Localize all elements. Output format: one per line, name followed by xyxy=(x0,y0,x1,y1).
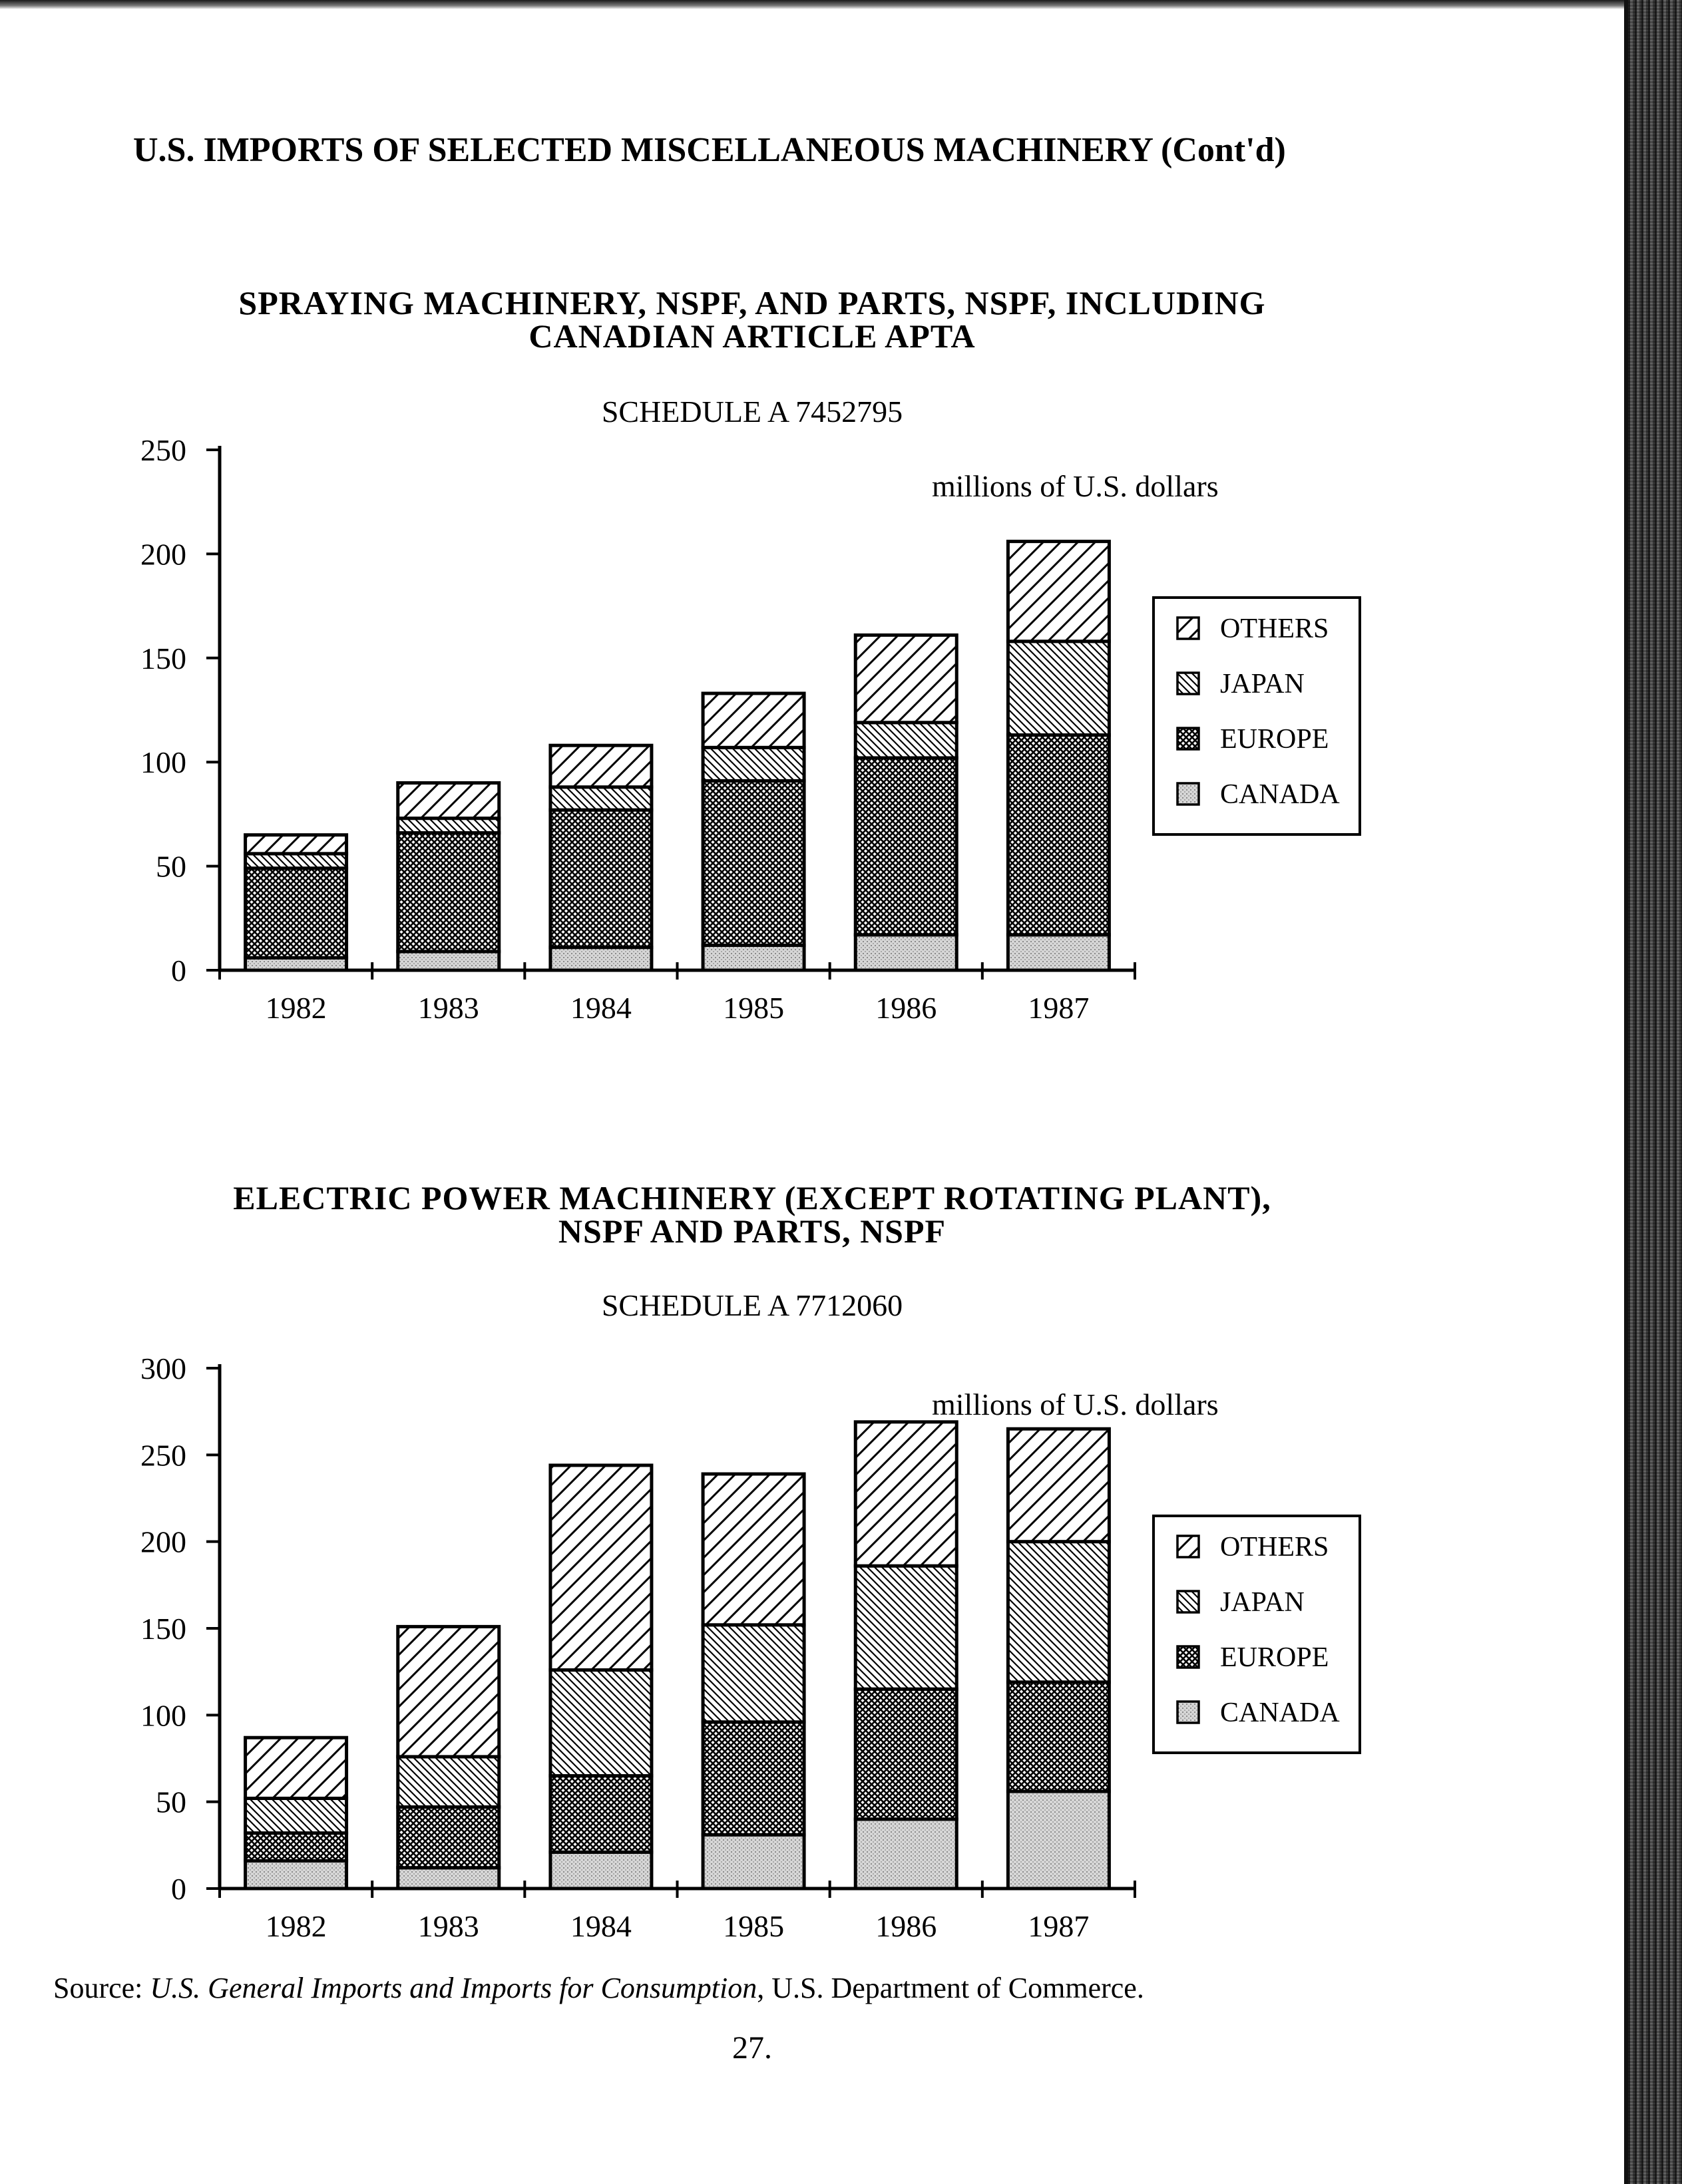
chart-1-title-line-2: CANADIAN ARTICLE APTA xyxy=(528,317,976,355)
x-tick-label-1983: 1983 xyxy=(417,1909,479,1943)
y-tick-label-100: 100 xyxy=(140,745,186,780)
legend-swatch-europe xyxy=(1177,728,1199,749)
legend-swatch-canada xyxy=(1177,1702,1199,1723)
y-tick-label-150: 150 xyxy=(140,641,186,675)
legend-swatch-japan xyxy=(1177,673,1199,694)
y-tick-label-50: 50 xyxy=(156,849,186,884)
bar-1984-japan xyxy=(550,787,652,810)
bar-group-1983 xyxy=(398,1626,499,1889)
bar-group-1982 xyxy=(246,835,347,970)
x-tick-label-1987: 1987 xyxy=(1028,991,1090,1025)
scan-edge-right xyxy=(1624,0,1682,2184)
bar-1986-europe xyxy=(855,1689,956,1819)
legend-swatch-canada xyxy=(1177,783,1199,805)
bar-1983-europe xyxy=(398,1807,499,1867)
bar-group-1984 xyxy=(550,745,652,970)
bar-1985-canada xyxy=(703,945,804,970)
bar-1987-japan xyxy=(1008,641,1109,735)
bar-1986-canada xyxy=(855,1819,956,1889)
x-tick-label-1985: 1985 xyxy=(723,991,785,1025)
page-number: 27. xyxy=(732,2030,772,2066)
x-tick-label-1982: 1982 xyxy=(265,1909,327,1943)
legend-swatch-others xyxy=(1177,618,1199,639)
bar-1984-japan xyxy=(550,1670,652,1776)
bar-1982-others xyxy=(246,835,347,854)
bar-1984-canada xyxy=(550,1852,652,1889)
bar-group-1985 xyxy=(703,693,804,970)
x-tick-label-1986: 1986 xyxy=(875,1909,937,1943)
bar-1986-others xyxy=(855,1422,956,1566)
chart-2-subtitle: SCHEDULE A 7712060 xyxy=(601,1288,903,1322)
legend-label-others: OTHERS xyxy=(1220,614,1329,644)
x-tick-label-1984: 1984 xyxy=(570,991,632,1025)
x-tick-label-1985: 1985 xyxy=(723,1909,785,1943)
bar-1986-canada xyxy=(855,935,956,970)
bar-1985-japan xyxy=(703,747,804,781)
y-tick-label-300: 300 xyxy=(140,1352,186,1385)
bar-1986-japan xyxy=(855,1566,956,1689)
bar-1987-others xyxy=(1008,542,1109,641)
bar-1984-others xyxy=(550,745,652,787)
page-heading: U.S. IMPORTS OF SELECTED MISCELLANEOUS MACHINERY (Cont'd) xyxy=(133,131,1286,169)
y-tick-label-0: 0 xyxy=(171,1872,186,1906)
chart-2-title-line-1: ELECTRIC POWER MACHINERY (EXCEPT ROTATING PLANT), xyxy=(233,1179,1271,1216)
bar-1982-canada xyxy=(246,958,347,970)
bar-group-1987 xyxy=(1008,1429,1109,1889)
bar-1984-canada xyxy=(550,948,652,970)
source-suffix: , U.S. Department of Commerce. xyxy=(757,1972,1144,2004)
bar-group-1984 xyxy=(550,1465,652,1889)
y-tick-label-50: 50 xyxy=(156,1785,186,1819)
chart-1 xyxy=(0,426,1398,1038)
x-tick-label-1983: 1983 xyxy=(417,991,479,1025)
bar-1982-europe xyxy=(246,868,347,958)
bar-1987-japan xyxy=(1008,1542,1109,1682)
legend-swatch-japan xyxy=(1177,1591,1199,1612)
bar-1987-europe xyxy=(1008,1682,1109,1791)
bar-group-1986 xyxy=(855,1422,956,1889)
bar-1983-japan xyxy=(398,1757,499,1807)
bar-group-1986 xyxy=(855,635,956,970)
chart-2-title-line-2: NSPF AND PARTS, NSPF xyxy=(558,1212,946,1250)
y-tick-label-250: 250 xyxy=(140,433,186,467)
bar-1983-canada xyxy=(398,952,499,970)
x-tick-label-1986: 1986 xyxy=(875,991,937,1025)
bar-group-1987 xyxy=(1008,542,1109,970)
chart-2 xyxy=(0,1344,1398,1956)
chart-1-title xyxy=(0,286,1504,353)
bar-1982-others xyxy=(246,1737,347,1798)
chart-2-unit-label: millions of U.S. dollars xyxy=(932,1387,1219,1421)
bar-1985-europe xyxy=(703,781,804,945)
bar-1986-others xyxy=(855,635,956,722)
y-tick-label-100: 100 xyxy=(140,1698,186,1733)
chart-1-subtitle: SCHEDULE A 7452795 xyxy=(601,395,903,429)
bar-1983-europe xyxy=(398,833,499,952)
bar-1983-others xyxy=(398,1626,499,1757)
bar-1982-japan xyxy=(246,854,347,868)
legend-label-canada: CANADA xyxy=(1220,779,1340,810)
chart-1-title-line-1: SPRAYING MACHINERY, NSPF, AND PARTS, NSPF, INCLUDING xyxy=(238,284,1266,321)
x-tick-label-1982: 1982 xyxy=(265,991,327,1025)
bar-1983-others xyxy=(398,783,499,818)
bar-1983-canada xyxy=(398,1868,499,1889)
chart-2-legend xyxy=(1154,1516,1360,1753)
legend-swatch-others xyxy=(1177,1536,1199,1557)
bar-1987-europe xyxy=(1008,735,1109,935)
source-title: U.S. General Imports and Imports for Consumption xyxy=(150,1972,757,2004)
bar-1986-europe xyxy=(855,758,956,935)
bar-1985-others xyxy=(703,693,804,747)
x-tick-label-1984: 1984 xyxy=(570,1909,632,1943)
bar-1982-europe xyxy=(246,1833,347,1861)
bar-1984-others xyxy=(550,1465,652,1670)
bar-1984-europe xyxy=(550,1776,652,1853)
y-tick-label-200: 200 xyxy=(140,1525,186,1559)
legend-label-japan: JAPAN xyxy=(1220,669,1305,699)
source-prefix: Source: xyxy=(53,1972,150,2004)
bar-group-1982 xyxy=(246,1737,347,1889)
bar-1986-japan xyxy=(855,723,956,758)
bar-1984-europe xyxy=(550,810,652,947)
bar-1985-japan xyxy=(703,1625,804,1722)
chart-1-unit-label: millions of U.S. dollars xyxy=(932,469,1219,503)
bar-1982-canada xyxy=(246,1861,347,1889)
chart-2-title xyxy=(0,1181,1504,1248)
legend-label-japan: JAPAN xyxy=(1220,1587,1305,1618)
bar-1987-others xyxy=(1008,1429,1109,1541)
legend-label-europe: EUROPE xyxy=(1220,1642,1329,1673)
source-note xyxy=(53,1971,1144,2005)
legend-label-canada: CANADA xyxy=(1220,1698,1340,1728)
legend-label-others: OTHERS xyxy=(1220,1532,1329,1562)
bar-1987-canada xyxy=(1008,935,1109,970)
y-tick-label-200: 200 xyxy=(140,537,186,572)
bar-1985-europe xyxy=(703,1722,804,1835)
bar-group-1985 xyxy=(703,1474,804,1889)
bar-1987-canada xyxy=(1008,1791,1109,1889)
chart-1-legend xyxy=(1154,598,1360,834)
bar-1985-canada xyxy=(703,1835,804,1889)
y-tick-label-250: 250 xyxy=(140,1438,186,1473)
bar-1982-japan xyxy=(246,1798,347,1833)
bar-1983-japan xyxy=(398,819,499,833)
bar-1985-others xyxy=(703,1474,804,1625)
y-tick-label-0: 0 xyxy=(171,954,186,988)
y-tick-label-150: 150 xyxy=(140,1612,186,1646)
bar-group-1983 xyxy=(398,783,499,970)
legend-swatch-europe xyxy=(1177,1646,1199,1668)
x-tick-label-1987: 1987 xyxy=(1028,1909,1090,1943)
legend-label-europe: EUROPE xyxy=(1220,724,1329,755)
scan-edge-top xyxy=(0,0,1682,9)
